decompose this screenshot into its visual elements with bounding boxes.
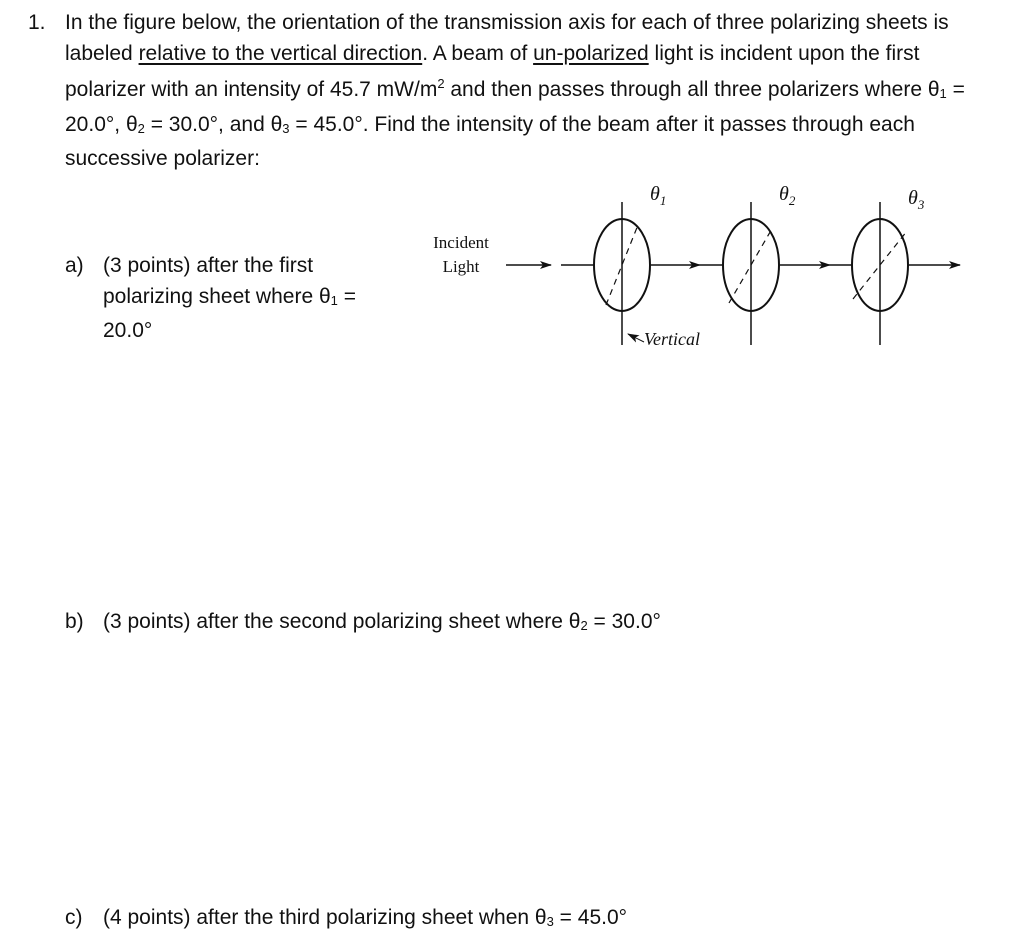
question-number: 1. bbox=[28, 11, 46, 34]
polarizer-2 bbox=[723, 202, 779, 345]
theta2-label: $\theta_2$ bbox=[779, 183, 796, 208]
polarizer-1 bbox=[594, 202, 650, 345]
part-c-label: c) bbox=[65, 906, 83, 929]
underlined-phrase-unpolarized: un-polarized bbox=[533, 41, 649, 65]
vertical-pointer bbox=[628, 334, 644, 342]
part-a-label: a) bbox=[65, 254, 84, 277]
polarizer-3 bbox=[852, 202, 908, 345]
vertical-label: Vertical bbox=[644, 329, 700, 349]
part-c-text: (4 points) after the third polarizing sheet when θ3 = 45.0° bbox=[103, 906, 628, 929]
underlined-phrase-vertical: relative to the vertical direction bbox=[138, 41, 423, 65]
theta3-label: $\theta_3$ bbox=[908, 187, 925, 212]
part-a-text: (3 points) after the first polarizing sheet where θ1 = 20.0° bbox=[103, 254, 356, 342]
incident-label-line2: Light bbox=[442, 257, 480, 276]
part-b-text: (3 points) after the second polarizing sheet where θ2 = 30.0° bbox=[103, 610, 661, 633]
part-b-label: b) bbox=[65, 610, 84, 633]
incident-label-line1: Incident bbox=[433, 233, 489, 252]
question-text: In the figure below, the orientation of the transmission axis for each of three polarizing sheets is labeled relative to the vertical direction. A beam of un-polarized light is incident upon the first polarizer with an intensity of 45.7 $mW/m^2$ and then passes through all three polarizers where θ1 = 20.0°, θ2 = 30.0°, and θ3 = 45.0°. Find the intensity of the beam after it passes through each successive polarizer: bbox=[65, 11, 965, 170]
theta1-label: $\theta_1$ bbox=[650, 183, 667, 208]
